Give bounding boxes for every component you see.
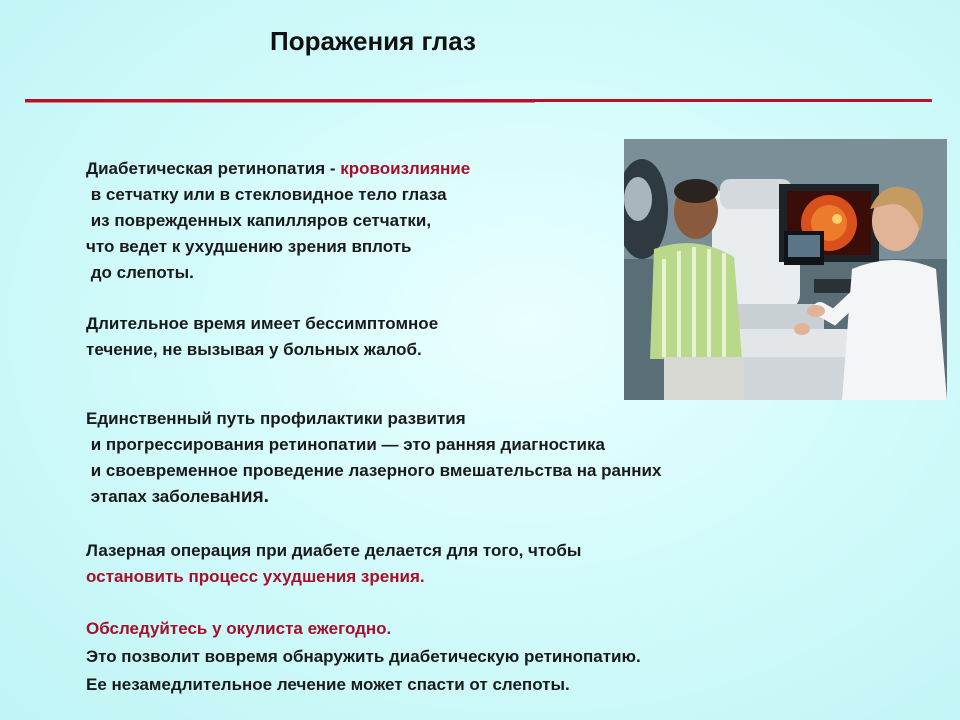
text-line: течение, не вызывая у больных жалоб. — [86, 340, 422, 359]
text-line: Это позволит вовремя обнаружить диабетическую ретинопатию. — [86, 647, 641, 666]
text-segment: этапах заболева — [86, 487, 230, 506]
paragraph-asymptomatic — [86, 311, 438, 363]
paragraph-annual-checkup — [86, 615, 641, 699]
text-segment: Диабетическая ретинопатия - — [86, 159, 341, 178]
eye-exam-illustration — [624, 139, 947, 400]
text-line: Ее незамедлительное лечение может спасти от слепоты. — [86, 675, 570, 694]
page-title: Поражения глаз — [270, 26, 476, 56]
paragraph-prevention — [86, 406, 661, 510]
text-line: что ведет к ухудшению зрения вплоть — [86, 237, 412, 256]
text-line: из поврежденных капилляров сетчатки, — [86, 211, 432, 230]
text-line: Единственный путь профилактики развития — [86, 409, 466, 428]
highlight-stop-vision-loss: остановить процесс ухудшения зрения. — [86, 567, 425, 586]
text-line: Лазерная операция при диабете делается для того, чтобы — [86, 541, 582, 560]
text-segment: ния. — [229, 486, 269, 507]
text-line — [86, 484, 661, 510]
highlight-hemorrhage: кровоизлияние — [340, 159, 471, 178]
text-line: в сетчатку или в стекловидное тело глаза — [86, 185, 447, 204]
text-line: до слепоты. — [86, 263, 194, 282]
text-line: и своевременное проведение лазерного вмешательства на ранних — [86, 461, 662, 480]
title-divider-shadow — [25, 102, 535, 103]
text-line — [86, 156, 470, 182]
eye-exam-photo — [624, 139, 947, 400]
highlight-annual-exam: Обследуйтесь у окулиста ежегодно. — [86, 619, 392, 638]
paragraph-retinopathy-definition — [86, 156, 470, 286]
text-line: Длительное время имеет бессимптомное — [86, 314, 439, 333]
paragraph-laser-surgery — [86, 538, 581, 590]
text-line: и прогрессирования ретинопатии — это ранняя диагностика — [86, 435, 605, 454]
